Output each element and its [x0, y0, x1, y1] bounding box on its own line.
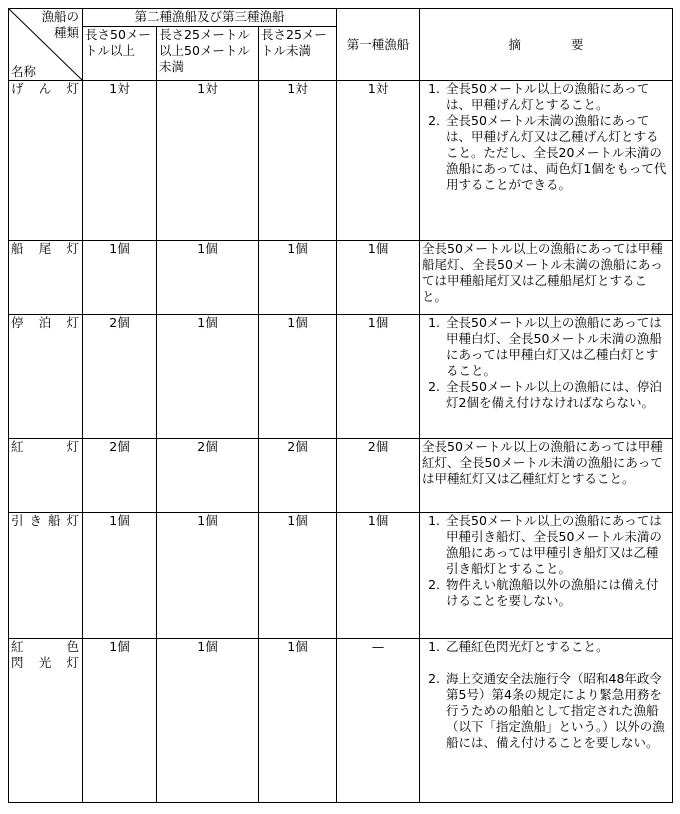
- value-len25-50: 1個: [157, 241, 259, 315]
- header-type1: 第一種漁船: [337, 9, 420, 81]
- table-row: [9, 81, 673, 241]
- header-len25-50: 長さ25メートル以上50メートル未満: [157, 27, 259, 81]
- table-row: [9, 439, 673, 513]
- summary-cell: 全長50メートル以上の漁船にあっては甲種船尾灯、全長50メートル未満の漁船にあっては甲種船尾灯又は乙種船尾灯とすること。: [420, 241, 673, 315]
- value-len25-50: 2個: [157, 439, 259, 513]
- value-type1: 1個: [337, 241, 420, 315]
- value-type1: —: [337, 639, 420, 803]
- summary-cell: 全長50メートル以上の漁船にあっては甲種紅灯、全長50メートル未満の漁船にあっては甲種紅灯又は乙種紅灯とすること。: [420, 439, 673, 513]
- summary-note: 2. 海上交通安全法施行令（昭和48年政令第5号）第4条の規定により緊急用務を行うための船舶として指定された漁船（以下「指定漁船」という。）以外の漁船には、備え付けることを要しない。: [444, 671, 670, 751]
- light-name: [9, 513, 83, 639]
- summary-cell: [420, 513, 673, 639]
- value-len25: 1個: [259, 639, 337, 803]
- light-name-text: 引き船灯: [11, 513, 79, 528]
- value-len25-50: 1個: [157, 639, 259, 803]
- value-len50: 2個: [83, 315, 157, 439]
- category-label: [41, 9, 79, 41]
- value-len50: 2個: [83, 439, 157, 513]
- value-type1: 1個: [337, 315, 420, 439]
- value-len25-50: 1個: [157, 315, 259, 439]
- value-len25: 1個: [259, 513, 337, 639]
- summary-notes: [422, 81, 670, 193]
- summary-note: 2. 全長50メートル以上の漁船には、停泊灯2個を備え付けなければならない。: [444, 379, 670, 411]
- light-name-text: げ ん 灯: [11, 81, 79, 96]
- header-len50: 長さ50メートル以上: [83, 27, 157, 81]
- light-name-text: 閃 光 灯: [11, 655, 79, 670]
- value-len50: 1個: [83, 241, 157, 315]
- category-label-line-2: 種類: [53, 25, 79, 40]
- header-category-name-cell: [9, 9, 83, 81]
- light-name-text: 紅 色: [11, 639, 79, 654]
- light-name-text: 船 尾 灯: [11, 241, 79, 256]
- light-name: [9, 639, 83, 803]
- light-name: [9, 315, 83, 439]
- name-label: 名称: [11, 64, 37, 79]
- value-len25-50: 1個: [157, 513, 259, 639]
- summary-cell: [420, 315, 673, 439]
- value-len25: 1個: [259, 315, 337, 439]
- value-len25-50: 1対: [157, 81, 259, 241]
- value-len50: 1対: [83, 81, 157, 241]
- value-len25: 1個: [259, 241, 337, 315]
- header-row-1: [9, 9, 673, 27]
- light-name: [9, 81, 83, 241]
- light-name-text: 停 泊 灯: [11, 315, 79, 330]
- summary-note: 2. 全長50メートル未満の漁船にあっては、甲種げん灯又は乙種げん灯とすること。ただし、全長20メートル未満の漁船にあっては、両色灯1個をもって代用することができる。: [444, 113, 670, 193]
- header-group-2-3: 第二種漁船及び第三種漁船: [83, 9, 337, 27]
- header-len25: 長さ25メートル未満: [259, 27, 337, 81]
- value-len50: 1個: [83, 639, 157, 803]
- summary-notes: [422, 315, 670, 411]
- light-name: [9, 241, 83, 315]
- table-row: [9, 639, 673, 803]
- summary-cell: [420, 639, 673, 803]
- summary-note: 1. 全長50メートル以上の漁船にあっては甲種白灯、全長50メートル未満の漁船にあっては甲種白灯又は乙種白灯とすること。: [444, 315, 670, 379]
- summary-notes: [422, 639, 670, 751]
- value-type1: 1対: [337, 81, 420, 241]
- table-row: [9, 513, 673, 639]
- summary-note: 1. 全長50メートル以上の漁船にあっては甲種引き船灯、全長50メートル未満の漁船にあっては甲種引き船灯又は乙種引き船灯とすること。: [444, 513, 670, 577]
- summary-note: 1. 全長50メートル以上の漁船にあっては、甲種げん灯とすること。: [444, 81, 670, 113]
- value-len25: 2個: [259, 439, 337, 513]
- fishing-vessel-lights-table: [8, 8, 673, 803]
- table-row: [9, 315, 673, 439]
- value-len50: 1個: [83, 513, 157, 639]
- light-name-text: 紅 灯: [11, 439, 79, 454]
- value-type1: 1個: [337, 513, 420, 639]
- header-summary: 摘 要: [420, 9, 673, 81]
- value-type1: 2個: [337, 439, 420, 513]
- summary-cell: [420, 81, 673, 241]
- value-len25: 1対: [259, 81, 337, 241]
- summary-notes: [422, 513, 670, 609]
- light-name: [9, 439, 83, 513]
- category-label-line-1: 漁船の: [41, 9, 79, 24]
- summary-note: 2. 物件えい航漁船以外の漁船には備え付けることを要しない。: [444, 577, 670, 609]
- table-row: [9, 241, 673, 315]
- summary-note: 1. 乙種紅色閃光灯とすること。: [444, 639, 670, 655]
